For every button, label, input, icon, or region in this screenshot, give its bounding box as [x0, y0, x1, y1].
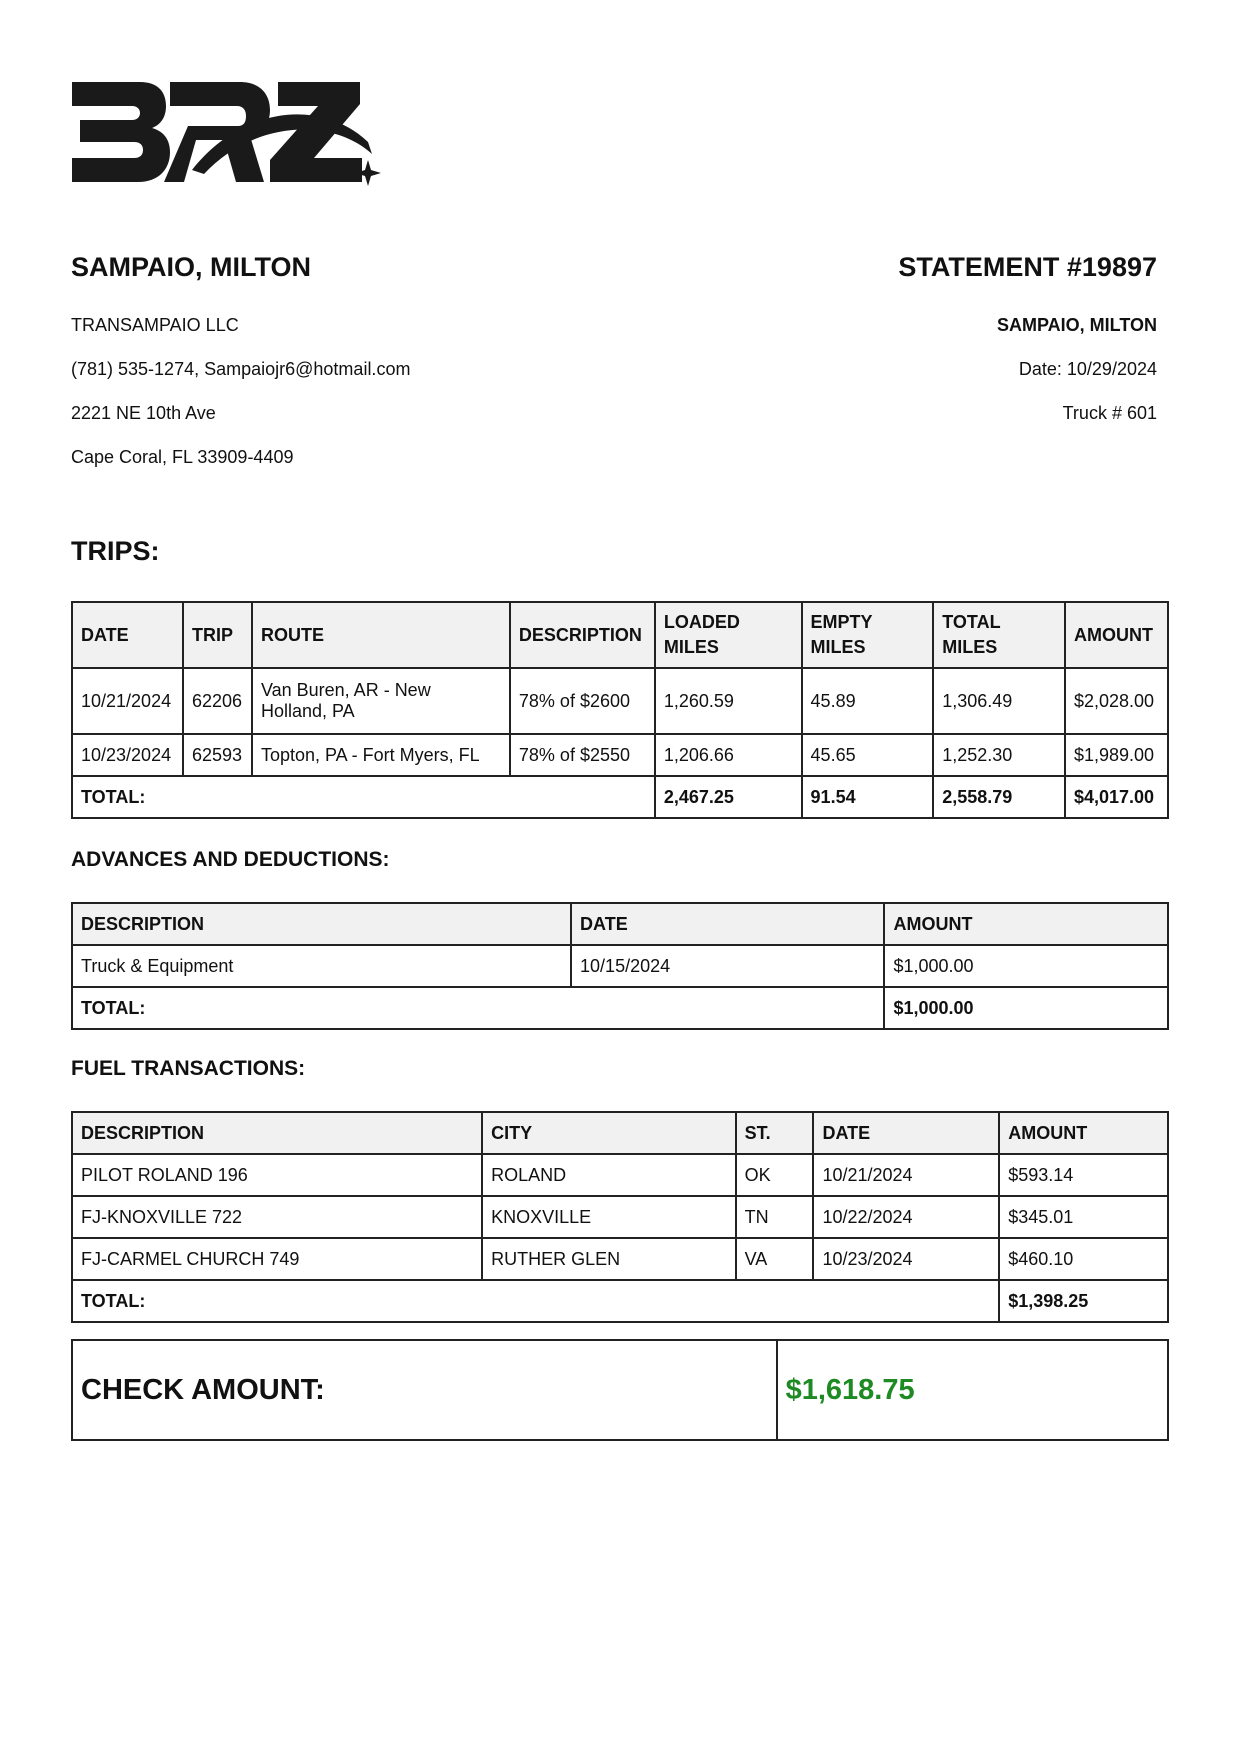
company-contact: (781) 535-1274, Sampaiojr6@hotmail.com: [71, 359, 411, 379]
table-cell: ROLAND: [482, 1154, 736, 1196]
table-cell: 62206: [183, 668, 252, 734]
total-miles: 2,558.79: [933, 776, 1065, 818]
column-header: AMOUNT: [1065, 602, 1168, 668]
statement-truck: Truck # 601: [1062, 403, 1157, 423]
table-row: [72, 668, 1168, 734]
total-amount: $1,000.00: [884, 987, 1168, 1029]
table-cell: PILOT ROLAND 196: [72, 1154, 482, 1196]
brz-logo: [72, 78, 384, 194]
table-cell: Topton, PA - Fort Myers, FL: [252, 734, 510, 776]
fuel-section-title: FUEL TRANSACTIONS:: [71, 1057, 306, 1080]
table-cell: Van Buren, AR - New Holland, PA: [252, 668, 510, 734]
table-cell: 78% of $2550: [510, 734, 655, 776]
total-row: [72, 987, 1168, 1029]
table-header-row: [72, 1112, 1168, 1154]
statement-date: Date: 10/29/2024: [1018, 359, 1157, 379]
table-cell: 1,206.66: [655, 734, 802, 776]
table-row: [72, 734, 1168, 776]
table-cell: 45.89: [802, 668, 934, 734]
table-cell: 1,260.59: [655, 668, 802, 734]
table-row: [72, 1154, 1168, 1196]
table-cell: 62593: [183, 734, 252, 776]
total-row: [72, 1280, 1168, 1322]
table-cell: FJ-KNOXVILLE 722: [72, 1196, 482, 1238]
total-label: TOTAL:: [72, 1280, 999, 1322]
driver-name-heading: SAMPAIO, MILTON: [71, 252, 311, 282]
table-cell: FJ-CARMEL CHURCH 749: [72, 1238, 482, 1280]
trips-table: [71, 601, 1169, 819]
table-row: [72, 1196, 1168, 1238]
table-cell: $1,989.00: [1065, 734, 1168, 776]
column-header: TOTAL MILES: [933, 602, 1065, 668]
statement-info: [997, 314, 1157, 446]
table-cell: 10/23/2024: [72, 734, 183, 776]
table-cell: Truck & Equipment: [72, 945, 571, 987]
column-header: DATE: [571, 903, 884, 945]
column-header: ROUTE: [252, 602, 510, 668]
table-cell: KNOXVILLE: [482, 1196, 736, 1238]
table-cell: $345.01: [999, 1196, 1168, 1238]
column-header: ST.: [736, 1112, 814, 1154]
table-header-row: [72, 903, 1168, 945]
column-header: DESCRIPTION: [72, 1112, 482, 1154]
table-cell: 78% of $2600: [510, 668, 655, 734]
total-label: TOTAL:: [72, 987, 884, 1029]
table-row: [72, 1238, 1168, 1280]
check-amount-row: [72, 1340, 1168, 1440]
company-street: 2221 NE 10th Ave: [71, 403, 216, 423]
table-cell: 45.65: [802, 734, 934, 776]
statement-number-heading: STATEMENT #19897: [898, 252, 1157, 282]
check-amount-value: $1,618.75: [777, 1340, 1168, 1440]
column-header: DESCRIPTION: [72, 903, 571, 945]
column-header: EMPTY MILES: [802, 602, 934, 668]
column-header: CITY: [482, 1112, 736, 1154]
check-amount-box: [71, 1339, 1169, 1441]
column-header: DATE: [72, 602, 183, 668]
check-amount-label: CHECK AMOUNT:: [72, 1340, 777, 1440]
table-header-row: [72, 602, 1168, 668]
company-city: Cape Coral, FL 33909-4409: [71, 447, 294, 467]
table-cell: $593.14: [999, 1154, 1168, 1196]
total-empty-miles: 91.54: [802, 776, 934, 818]
table-cell: 1,252.30: [933, 734, 1065, 776]
table-cell: 10/21/2024: [72, 668, 183, 734]
table-cell: VA: [736, 1238, 814, 1280]
table-cell: $1,000.00: [884, 945, 1168, 987]
table-cell: 10/15/2024: [571, 945, 884, 987]
table-cell: $2,028.00: [1065, 668, 1168, 734]
table-cell: 1,306.49: [933, 668, 1065, 734]
column-header: LOADED MILES: [655, 602, 802, 668]
company-name: TRANSAMPAIO LLC: [71, 315, 239, 335]
total-amount: $1,398.25: [999, 1280, 1168, 1322]
total-loaded-miles: 2,467.25: [655, 776, 802, 818]
column-header: TRIP: [183, 602, 252, 668]
statement-driver: SAMPAIO, MILTON: [997, 315, 1157, 335]
total-label: TOTAL:: [72, 776, 655, 818]
trips-section-title: TRIPS:: [71, 536, 160, 566]
column-header: AMOUNT: [884, 903, 1168, 945]
total-amount: $4,017.00: [1065, 776, 1168, 818]
table-cell: 10/22/2024: [813, 1196, 999, 1238]
table-cell: $460.10: [999, 1238, 1168, 1280]
table-row: [72, 945, 1168, 987]
advances-table: [71, 902, 1169, 1030]
table-cell: 10/21/2024: [813, 1154, 999, 1196]
column-header: AMOUNT: [999, 1112, 1168, 1154]
column-header: DATE: [813, 1112, 999, 1154]
column-header: DESCRIPTION: [510, 602, 655, 668]
total-row: [72, 776, 1168, 818]
table-cell: OK: [736, 1154, 814, 1196]
company-info: [71, 314, 410, 490]
table-cell: TN: [736, 1196, 814, 1238]
table-cell: 10/23/2024: [813, 1238, 999, 1280]
table-cell: RUTHER GLEN: [482, 1238, 736, 1280]
fuel-table: [71, 1111, 1169, 1323]
advances-section-title: ADVANCES AND DEDUCTIONS:: [71, 848, 390, 871]
